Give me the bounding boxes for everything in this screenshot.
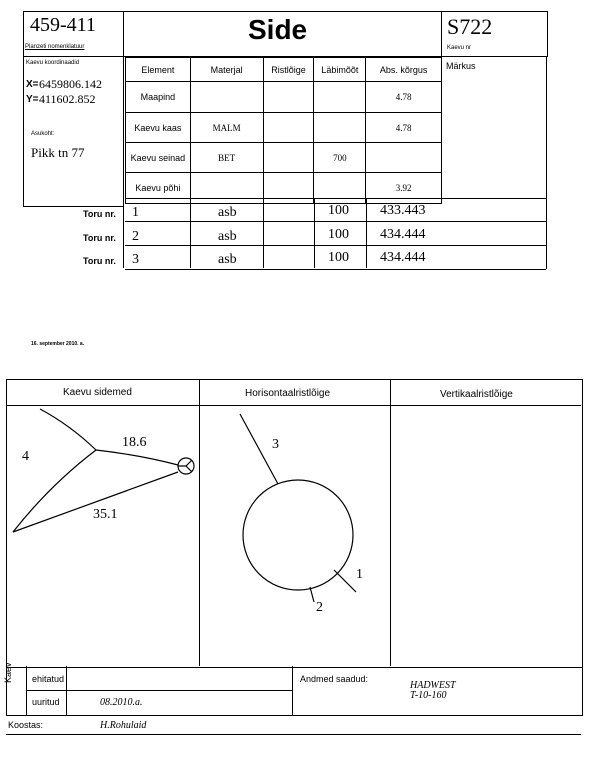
page-title: Side [248,14,308,45]
diagram-header-links: Kaevu sidemed [63,387,132,398]
document-date: 16. september 2010. a. [31,341,85,347]
address-label: Asukoht: [31,131,55,137]
author-line [6,734,581,735]
label-n4: 4 [22,449,29,464]
remarks-header: Märkus [446,61,476,71]
cell-element: Kaevu põhi [126,173,191,204]
cell-material: MALM [190,113,263,143]
pipe-diameter: 100 [328,203,349,218]
pipe-line-2 [310,587,314,602]
plan-code: 459-411 [30,14,96,36]
pipe-height: 434.444 [380,227,426,242]
well-circle [243,480,353,590]
link-line-upper [40,409,96,450]
x-label: X= [26,79,39,90]
footer-middle-divider [292,666,293,715]
footer-label-divider [66,666,67,715]
pipe-line-1 [334,570,356,592]
data-source-value-2: T-10-160 [410,690,447,701]
pipe-diameter: 100 [328,250,349,265]
x-coordinate: 6459806.142 [39,77,102,91]
y-label: Y= [26,94,39,105]
well-id-caption: Kaevu nr [447,45,472,51]
label-d2: 35.1 [93,507,118,522]
footer-side-label: Kaev [3,662,13,683]
col-header-section: Ristlõige [263,58,314,82]
pipe-label: Toru nr. [83,209,116,219]
cell-element: Maapind [126,82,191,113]
pipe-material: asb [218,205,237,220]
coords-label: Kaevu koordinaadid [26,60,80,66]
footer-frame [6,666,583,716]
author-label: Koostas: [8,720,44,730]
author-value: H.Rohulaid [100,720,147,731]
pipe-nr: 1 [132,205,139,220]
cell-element: Kaevu seinad [126,143,191,173]
cell-height: 4.78 [366,82,442,113]
address-value: Pikk tn 77 [31,145,85,160]
col-header-diameter: Läbimõõt [314,58,366,82]
updated-label: uuritud [32,697,60,707]
label-d1: 18.6 [122,435,147,450]
pipe-label: Toru nr. [83,233,116,243]
col-header-height: Abs. kõrgus [366,58,442,82]
col-header-element: Element [126,58,191,82]
diagram-header-vertical: Vertikaalristlõige [440,389,513,400]
label-p1: 1 [356,567,363,582]
cell-diameter: 700 [314,143,366,173]
updated-value: 08.2010.a. [100,697,143,708]
pipe-height: 433.443 [380,203,426,218]
pipe-nr: 2 [132,229,139,244]
pipe-diameter: 100 [328,227,349,242]
plan-code-caption: Planzeti nomenklatuur [25,44,85,50]
data-source-label: Andmed saadud: [300,674,369,684]
pipe-label: Toru nr. [83,256,116,266]
pipe-height: 434.444 [380,250,426,265]
col-header-material: Materjal [190,58,263,82]
cell-height: 3.92 [366,173,442,204]
data-source-value-1: HADWEST [410,680,456,691]
well-symbol-cross [178,460,192,472]
pipe-material: asb [218,252,237,267]
link-line-right [96,450,178,465]
built-label: ehitatud [32,674,65,684]
link-line-bottom [13,472,178,532]
well-id: S722 [447,14,493,39]
cell-element: Kaevu kaas [126,113,191,143]
cell-height: 4.78 [366,113,442,143]
cell-material: BET [190,143,263,173]
pipe-material: asb [218,229,237,244]
diagram-header-horizontal: Horisontaalristlõige [245,388,331,399]
label-p2: 2 [316,600,323,615]
y-coordinate: 411602.852 [39,92,96,106]
pipe-nr: 3 [132,252,139,267]
label-p3: 3 [272,437,279,452]
